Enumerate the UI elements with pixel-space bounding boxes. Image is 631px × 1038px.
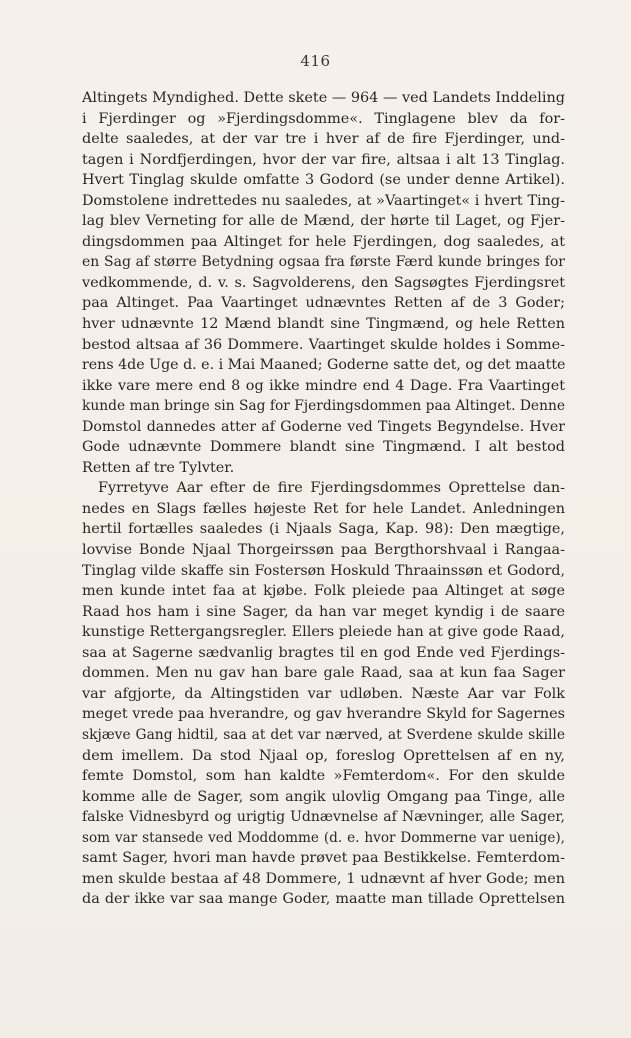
text-line: dommen. Men nu gav han bare gale Raad, saa at kun faa Sager [82,665,565,682]
text-line: bestod altsaa af 36 Dommere. Vaartinget skulde holdes i Somme- [82,336,565,353]
text-line: Fyrretyve Aar efter de fire Fjerdingsdommes Oprettelse dan- [98,480,565,497]
text-line: saa at Sagerne sædvanlig bragtes til en god Ende ved Fjerdings- [82,644,565,661]
text-line: som var stansede ved Moddomme (d. e. hvor Dommerne var uenige), [82,829,565,846]
text-line: rens 4de Uge d. e. i Mai Maaned; Goderne satte det, og det maatte [82,357,565,374]
text-line: falske Vidnesbyrd og urigtig Udnævnelse af Nævninger, alle Sager, [82,809,565,826]
text-line: meget vrede paa hverandre, og gav hverandre Skyld for Sagernes [82,706,565,723]
text-line: i Fjerdinger og »Fjerdingsdomme«. Tinglagene blev da for- [82,110,565,127]
text-line: Hvert Tinglag skulde omfatte 3 Godord (se under denne Artikel). [82,172,565,189]
text-line: kunde man bringe sin Sag for Fjerdingsdommen paa Altinget. Denne [82,398,565,415]
text-line: kunstige Rettergangsregler. Ellers pleiede han at give gode Raad, [82,624,565,641]
text-line: dem imellem. Da stod Njaal op, foreslog Oprettelsen af en ny, [82,747,565,764]
text-line: delte saaledes, at der var tre i hver af de fire Fjerdinger, und- [82,131,565,148]
text-line: da der ikke var saa mange Goder, maatte man tillade Oprettelsen [82,891,565,908]
text-line: men kunde intet faa at kjøbe. Folk pleiede paa Altinget at søge [82,583,565,600]
text-line: Raad hos ham i sine Sager, da han var meget kyndig i de saare [82,603,565,620]
text-line: vedkommende, d. v. s. Sagvolderens, den Sagsøgtes Fjerdingsret [82,274,565,291]
page-number: 416 [300,52,331,70]
text-line: ikke vare mere end 8 og ikke mindre end 4 Dage. Fra Vaartinget [82,377,565,394]
text-line: en Sag af større Betydning ogsaa fra første Færd kunde bringes for [82,254,565,271]
text-line: Domstolene indrettedes nu saaledes, at »Vaartinget« i hvert Ting- [82,192,565,209]
text-line: Domstol dannedes atter af Goderne ved Tingets Begyndelse. Hver [82,418,565,435]
text-line: lag blev Verneting for alle de Mænd, der hørte til Laget, og Fjer- [82,213,565,230]
text-line: var afgjorte, da Altingstiden var udløben. Næste Aar var Folk [82,685,565,702]
text-line: samt Sager, hvori man havde prøvet paa Bestikkelse. Femterdom- [82,850,565,867]
text-line: men skulde bestaa af 48 Dommere, 1 udnævnt af hver Gode; men [82,870,565,887]
text-line: Retten af tre Tylvter. [82,459,235,476]
text-line: Altingets Myndighed. Dette skete — 964 — ved Landets Inddeling [82,90,565,106]
text-line: hertil fortælles saaledes (i Njaals Saga, Kap. 98): Den mægtige, [82,521,565,538]
text-line: femte Domstol, som han kaldte »Femterdom«. For den skulde [82,768,565,785]
text-line: nedes en Slags fælles højeste Ret for hele Landet. Anledningen [82,500,565,517]
text-line: hver udnævnte 12 Mænd blandt sine Tingmænd, og hele Retten [82,316,565,333]
text-line: tagen i Nordfjerdingen, hvor der var fire, altsaa i alt 13 Tinglag. [82,151,565,168]
body-text [82,88,565,910]
text-line: lovvise Bonde Njaal Thorgeirssøn paa Bergthorshvaal i Rangaa- [82,542,565,559]
text-line: paa Altinget. Paa Vaartinget udnævntes Retten af de 3 Goder; [82,295,565,312]
text-line: dingsdommen paa Altinget for hele Fjerdingen, dog saaledes, at [82,233,565,250]
text-line: Gode udnævnte Dommere blandt sine Tingmænd. I alt bestod [82,439,565,456]
text-line: skjæve Gang hidtil, saa at det var nærved, at Sverdene skulde skille [82,726,565,743]
text-line: Tinglag vilde skaffe sin Fostersøn Hoskuld Thraainssøn et Godord, [82,562,565,579]
text-line: komme alle de Sager, som angik ulovlig Omgang paa Tinge, alle [82,788,565,805]
